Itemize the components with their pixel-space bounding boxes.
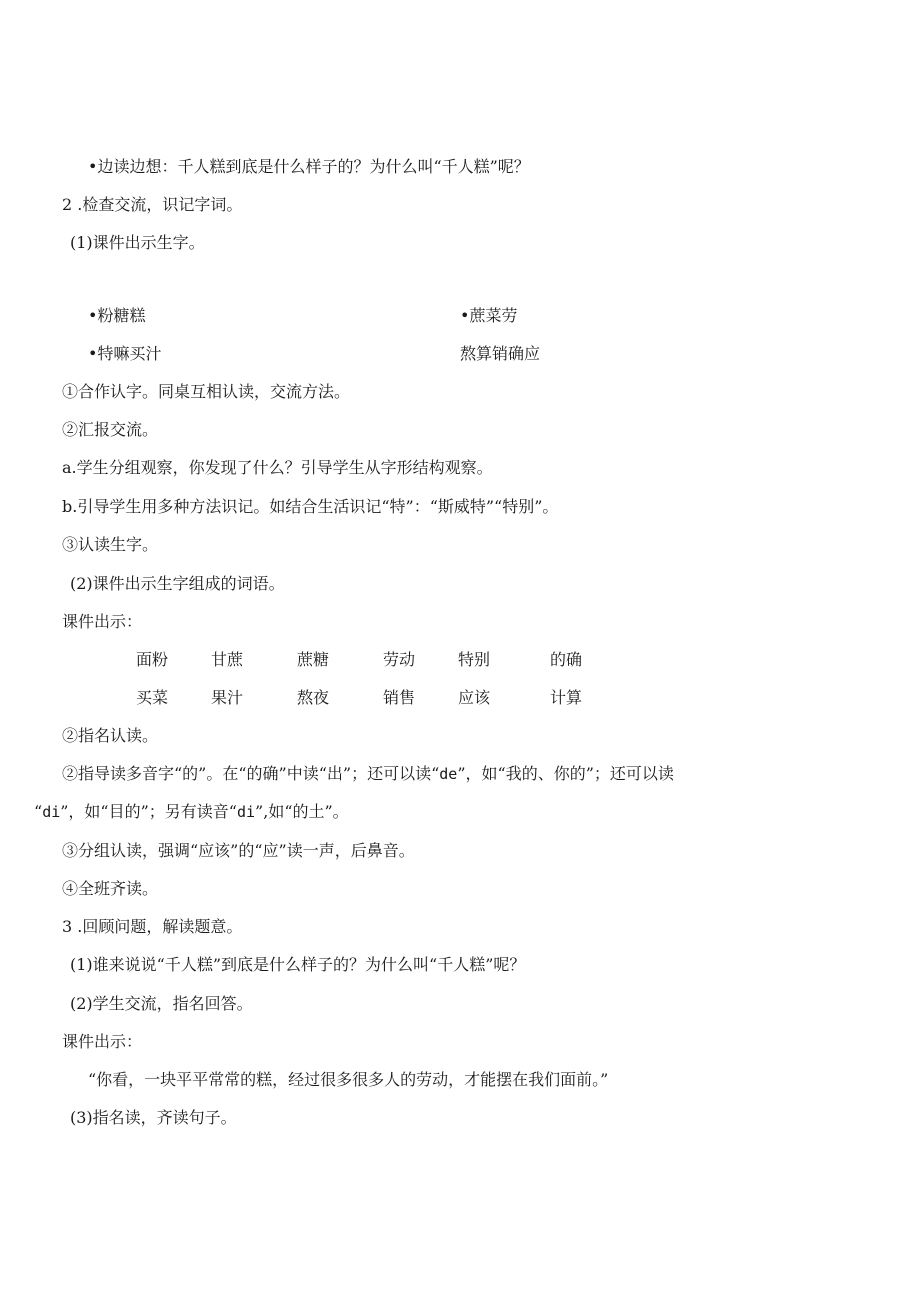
polyphone-text: ”，如“目的”；另有读音“ <box>60 802 237 821</box>
step-class-read: ④全班齐读。 <box>62 879 159 898</box>
char-group-left-2: •特嘛买汁 <box>88 344 162 363</box>
step-cooperate: ①合作认字。同桌互相认读，交流方法。 <box>62 382 351 401</box>
polyphone-text: ”，如“我的、你的”；还可以读 <box>457 764 674 783</box>
polyphone-line-1 <box>62 764 674 784</box>
step-name-read: ②指名认读。 <box>62 726 159 745</box>
char-group-right-1: •蔗菜劳 <box>460 306 518 325</box>
word-cell: 劳动 <box>383 650 416 669</box>
polyphone-line-2 <box>34 802 349 822</box>
section-2-heading: 2 .检查交流，识记字词。 <box>62 195 243 214</box>
question-1: (1)谁来说说“千人糕”到底是什么样子的？为什么叫“千人糕”呢？ <box>70 955 526 974</box>
quoted-sentence: “你看，一块平平常常的糕，经过很多很多人的劳动，才能摆在我们面前。” <box>88 1070 609 1089</box>
step-b: b.引导学生用多种方法识记。如结合生活识记“特”：“斯威特”“特别”。 <box>62 497 559 516</box>
word-cell: 果汁 <box>211 688 244 707</box>
word-cell: 面粉 <box>136 650 169 669</box>
word-cell: 的确 <box>550 650 583 669</box>
polyphone-text: “ <box>34 802 43 821</box>
word-cell: 特别 <box>458 650 491 669</box>
question-2: (2)学生交流，指名回答。 <box>70 994 253 1013</box>
word-cell: 买菜 <box>136 688 169 707</box>
pinyin-de: de <box>439 765 458 783</box>
courseware-label-2: 课件出示： <box>62 1032 143 1051</box>
step-group-read: ③分组认读，强调“应该”的“应”读一声，后鼻音。 <box>62 841 415 860</box>
word-cell: 销售 <box>383 688 416 707</box>
polyphone-text: ②指导读多音字“的”。在“的确”中读“出”；还可以读“ <box>62 764 440 783</box>
step-show-words: (2)课件出示生字组成的词语。 <box>70 574 285 593</box>
step-report: ②汇报交流。 <box>62 420 159 439</box>
polyphone-text: ”,如“的土”。 <box>255 802 349 821</box>
char-group-right-2: 熬算销确应 <box>460 344 541 363</box>
section-3-heading: 3 .回顾问题，解读题意。 <box>62 917 243 936</box>
step-show-characters: (1)课件出示生字。 <box>70 233 205 252</box>
question-3: (3)指名读，齐读句子。 <box>70 1108 237 1127</box>
courseware-label-1: 课件出示： <box>62 612 143 631</box>
word-cell: 蔗糖 <box>297 650 330 669</box>
step-read-characters: ③认读生字。 <box>62 535 159 554</box>
word-cell: 计算 <box>550 688 583 707</box>
pinyin-di: di <box>236 803 256 821</box>
pinyin-di: di <box>42 803 61 821</box>
step-a: a.学生分组观察，你发现了什么？引导学生从字形结构观察。 <box>62 458 493 477</box>
word-cell: 应该 <box>458 688 491 707</box>
word-cell: 熬夜 <box>297 688 330 707</box>
word-cell: 甘蔗 <box>211 650 244 669</box>
reading-prompt: •边读边想：千人糕到底是什么样子的？为什么叫“千人糕”呢？ <box>88 157 530 176</box>
char-group-left-1: •粉糖糕 <box>88 306 146 325</box>
